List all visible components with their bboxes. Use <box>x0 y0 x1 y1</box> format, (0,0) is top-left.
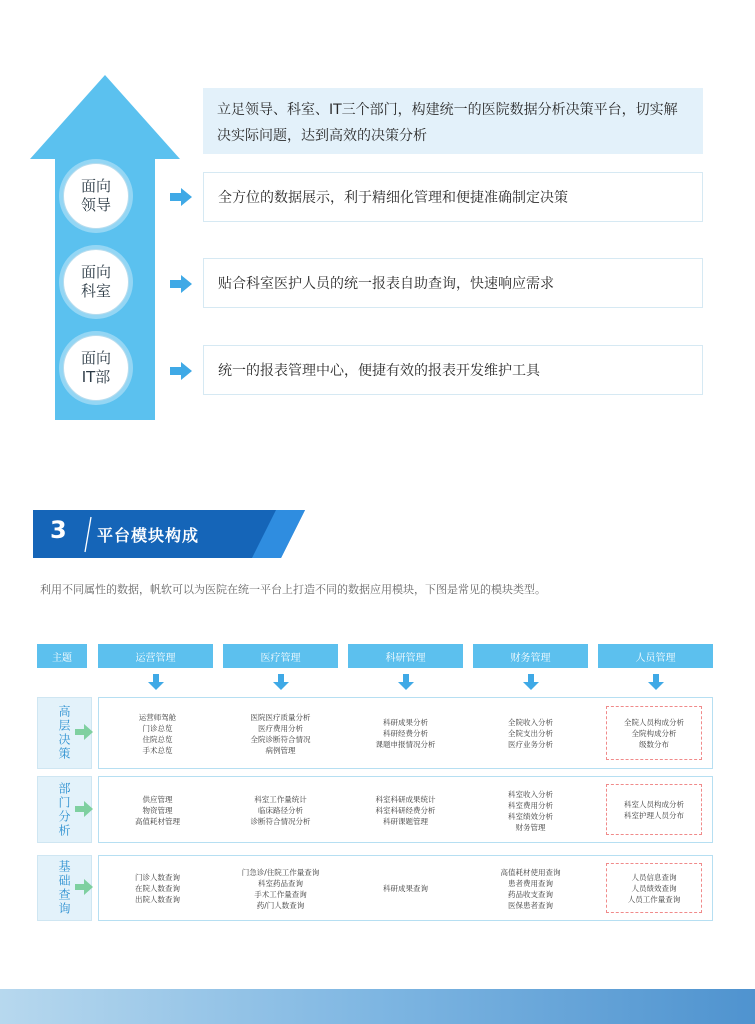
right-arrow-icon <box>170 275 192 293</box>
column-header: 科研管理 <box>348 644 463 668</box>
module-item: 科室工作量统计 <box>254 795 307 804</box>
highlight-box <box>203 88 703 154</box>
module-item: 科室收入分析 <box>508 790 553 799</box>
module-cell <box>228 712 333 756</box>
module-item: 诊断符合情况分析 <box>250 817 311 826</box>
section-description: 利用不同属性的数据，帆软可以为医院在统一平台上打造不同的数据应用模块，下图是常见的模块类型。 <box>40 583 546 596</box>
audience-line1: 面向 <box>80 263 111 281</box>
module-item: 全院人员构成分析 <box>624 718 684 727</box>
module-item: 临床路径分析 <box>258 806 303 815</box>
module-item: 科研成果分析 <box>383 718 428 727</box>
module-item: 门急诊/住院工作量查询 <box>241 868 320 877</box>
highlight-line2: 决实际问题，达到高效的决策分析 <box>217 128 427 144</box>
right-arrow-icon <box>75 724 93 740</box>
section-title: 平台模块构成 <box>97 526 200 545</box>
audience-circle-it <box>63 335 129 401</box>
audience-circle-departments <box>63 249 129 315</box>
highlight-line1: 立足领导、科室、IT三个部门，构建统一的医院数据分析决策平台，切实解 <box>217 102 678 118</box>
module-item: 全院收入分析 <box>508 718 553 727</box>
right-arrow-icon <box>170 188 192 206</box>
module-item: 药品收支查询 <box>508 890 553 899</box>
module-item: 药/门人数查询 <box>256 901 305 910</box>
module-cell <box>353 717 458 750</box>
statement-departments: 贴合科室医护人员的统一报表自助查询，快速响应需求 <box>203 258 703 308</box>
module-item: 财务管理 <box>515 823 546 832</box>
module-item: 全院构成分析 <box>631 729 677 738</box>
module-item: 医院医疗质量分析 <box>250 713 311 722</box>
module-cell <box>478 789 583 833</box>
column-header: 人员管理 <box>598 644 713 668</box>
column-header: 运营管理 <box>98 644 213 668</box>
module-item: 人员信息查询 <box>631 873 677 882</box>
module-item: 级数分布 <box>639 740 669 749</box>
footer-band <box>0 989 755 1024</box>
module-cell <box>353 794 458 827</box>
module-item: 全院诊断符合情况 <box>250 735 311 744</box>
module-item: 人员工作量查询 <box>627 895 681 904</box>
module-cell <box>603 717 705 750</box>
right-arrow-icon <box>75 801 93 817</box>
row-label-text: 基础查询 <box>57 860 71 916</box>
module-item: 出院人数查询 <box>135 895 180 904</box>
module-item: 住院总览 <box>142 735 173 744</box>
down-arrow-icon <box>273 674 289 690</box>
module-cell <box>105 872 210 905</box>
module-item: 科室绩效分析 <box>508 812 553 821</box>
module-cell <box>105 712 210 756</box>
right-arrow-icon <box>170 362 192 380</box>
row-label-text: 高层决策 <box>57 705 71 761</box>
down-arrow-icon <box>148 674 164 690</box>
right-arrow-icon <box>75 879 93 895</box>
module-cell <box>228 867 333 911</box>
module-item: 全院支出分析 <box>508 729 553 738</box>
audience-line2: 科室 <box>80 282 111 300</box>
module-item: 医保患者查询 <box>508 901 553 910</box>
module-item: 门诊总览 <box>142 724 173 733</box>
module-item: 科室药品查询 <box>258 879 303 888</box>
section-number: 3 <box>50 516 67 544</box>
statement-leaders: 全方位的数据展示，利于精细化管理和便捷准确制定决策 <box>203 172 703 222</box>
module-item: 人员绩效查询 <box>631 884 677 893</box>
theme-header: 主题 <box>37 644 87 668</box>
module-item: 科室人员构成分析 <box>624 800 684 809</box>
column-header: 医疗管理 <box>223 644 338 668</box>
module-cell <box>478 717 583 750</box>
module-item: 课题申报情况分析 <box>375 740 436 749</box>
audience-line2: 领导 <box>80 196 111 214</box>
module-item: 手术工作量查询 <box>254 890 307 899</box>
module-cell <box>228 794 333 827</box>
module-item: 医疗业务分析 <box>508 740 553 749</box>
statement-it: 统一的报表管理中心，便捷有效的报表开发维护工具 <box>203 345 703 395</box>
down-arrow-icon <box>648 674 664 690</box>
audience-circle-leaders <box>63 163 129 229</box>
module-item: 物资管理 <box>142 806 173 815</box>
audience-line1: 面向 <box>80 177 111 195</box>
module-cell <box>603 872 705 905</box>
module-item: 医疗费用分析 <box>258 724 303 733</box>
module-cell <box>478 867 583 911</box>
module-item: 运营师驾舱 <box>138 713 177 722</box>
module-item: 手术总览 <box>142 746 173 755</box>
audience-line1: 面向 <box>80 349 111 367</box>
module-item: 病例管理 <box>265 746 296 755</box>
down-arrow-icon <box>523 674 539 690</box>
module-item: 科室护理人员分布 <box>624 811 684 820</box>
module-item: 供应管理 <box>142 795 173 804</box>
module-item: 科研经费分析 <box>383 729 428 738</box>
module-item: 科研成果查询 <box>383 884 428 893</box>
module-item: 高值耗材管理 <box>135 817 180 826</box>
module-item: 科室费用分析 <box>508 801 553 810</box>
module-item: 门诊人数查询 <box>135 873 180 882</box>
module-item: 科室科研成果统计 <box>375 795 436 804</box>
down-arrow-icon <box>398 674 414 690</box>
module-item: 科研课题管理 <box>383 817 428 826</box>
module-item: 高值耗材使用查询 <box>500 868 561 877</box>
module-cell <box>603 799 705 821</box>
audience-line2: IT部 <box>81 368 111 386</box>
module-cell <box>353 883 458 894</box>
module-item: 患者费用查询 <box>508 879 553 888</box>
row-label-text: 部门分析 <box>57 781 71 838</box>
module-cell <box>105 794 210 827</box>
column-header: 财务管理 <box>473 644 588 668</box>
module-item: 科室科研经费分析 <box>375 806 436 815</box>
module-item: 在院人数查询 <box>135 884 180 893</box>
